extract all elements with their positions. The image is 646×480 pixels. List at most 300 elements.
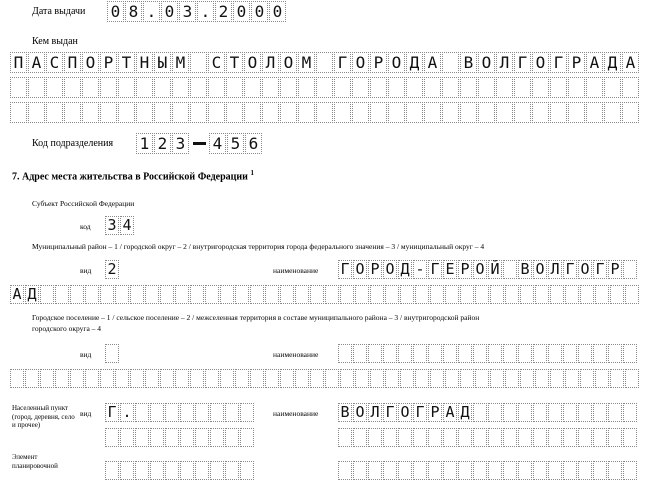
- comb-cell: Г: [550, 52, 567, 73]
- section-7-title: Адрес места жительства в Российской Федерации: [22, 171, 248, 183]
- comb-cell: Д: [458, 403, 472, 422]
- comb-cell: [623, 461, 637, 480]
- comb-cell: [82, 77, 99, 98]
- subject-label: Субъект Российской Федерации: [32, 199, 135, 208]
- comb-cell: 5: [227, 133, 244, 154]
- comb-cell: [64, 77, 81, 98]
- comb-cell: [165, 428, 179, 447]
- comb-cell: [578, 428, 592, 447]
- municipal-district-type-label: вид: [80, 266, 92, 275]
- comb-cell: 3: [172, 133, 189, 154]
- municipal-district-name-label: наименование: [273, 266, 319, 275]
- comb-cell: [548, 461, 562, 480]
- comb-cell: [565, 285, 579, 304]
- comb-cell: [595, 285, 609, 304]
- comb-cell: [563, 428, 577, 447]
- date-separator: .: [197, 1, 214, 22]
- comb-cell: [550, 102, 567, 123]
- comb-cell: [488, 461, 502, 480]
- comb-cell: [458, 428, 472, 447]
- comb-cell: [475, 369, 489, 388]
- issue-month-field[interactable]: [161, 1, 197, 22]
- comb-cell: -: [413, 260, 427, 279]
- comb-cell: [240, 428, 254, 447]
- division-code-dash: [190, 133, 208, 154]
- comb-cell: В: [518, 260, 532, 279]
- comb-cell: [593, 461, 607, 480]
- comb-cell: [130, 285, 144, 304]
- comb-cell: [518, 428, 532, 447]
- comb-cell: 2: [215, 1, 232, 22]
- locality-type-field-row-2[interactable]: [105, 428, 255, 447]
- comb-cell: [135, 428, 149, 447]
- comb-cell: [488, 344, 502, 363]
- comb-cell: [548, 403, 562, 422]
- comb-cell: [280, 369, 294, 388]
- comb-cell: [175, 285, 189, 304]
- comb-cell: 2: [105, 260, 119, 279]
- comb-cell: [338, 461, 352, 480]
- comb-cell: [295, 285, 309, 304]
- comb-cell: [340, 369, 354, 388]
- comb-cell: [210, 461, 224, 480]
- comb-cell: [208, 77, 225, 98]
- comb-cell: [424, 102, 441, 123]
- comb-cell: [503, 461, 517, 480]
- comb-cell: О: [533, 260, 547, 279]
- comb-cell: О: [353, 403, 367, 422]
- comb-cell: [190, 285, 204, 304]
- comb-cell: [190, 369, 204, 388]
- comb-cell: 4: [209, 133, 226, 154]
- comb-cell: [443, 428, 457, 447]
- element-label: Элемент планировочной: [12, 453, 58, 470]
- comb-cell: 1: [136, 133, 153, 154]
- comb-cell: [535, 285, 549, 304]
- comb-cell: [28, 77, 45, 98]
- comb-cell: [150, 428, 164, 447]
- comb-cell: [352, 77, 369, 98]
- comb-cell: [535, 369, 549, 388]
- settlement-name-row-1[interactable]: [338, 344, 638, 363]
- comb-cell: Г: [593, 260, 607, 279]
- comb-cell: [265, 369, 279, 388]
- comb-cell: 0: [269, 1, 286, 22]
- comb-cell: Г: [338, 260, 352, 279]
- comb-cell: [443, 344, 457, 363]
- comb-cell: [145, 285, 159, 304]
- comb-cell: [586, 77, 603, 98]
- comb-cell: [578, 403, 592, 422]
- comb-cell: [413, 344, 427, 363]
- comb-cell: [383, 461, 397, 480]
- comb-cell: [503, 403, 517, 422]
- comb-cell: [520, 369, 534, 388]
- comb-cell: Р: [608, 260, 622, 279]
- comb-cell: [40, 285, 54, 304]
- comb-cell: [25, 369, 39, 388]
- comb-cell: [413, 428, 427, 447]
- settlement-name-label: наименование: [273, 350, 319, 359]
- comb-cell: [120, 428, 134, 447]
- comb-cell: [136, 102, 153, 123]
- comb-cell: [623, 260, 637, 279]
- comb-cell: Н: [136, 52, 153, 73]
- issued-by-label: Кем выдан: [32, 36, 78, 47]
- comb-cell: [533, 428, 547, 447]
- comb-cell: [280, 77, 297, 98]
- section-7-heading: [12, 169, 254, 182]
- comb-cell: О: [398, 403, 412, 422]
- comb-cell: [518, 344, 532, 363]
- issued-by-row-2[interactable]: [10, 77, 640, 98]
- comb-cell: [608, 428, 622, 447]
- comb-cell: Е: [443, 260, 457, 279]
- municipal-district-name-row-1[interactable]: [338, 260, 638, 279]
- comb-cell: [225, 461, 239, 480]
- comb-cell: М: [298, 52, 315, 73]
- element-name-field[interactable]: [338, 461, 638, 480]
- comb-cell: [563, 461, 577, 480]
- comb-cell: [298, 102, 315, 123]
- comb-cell: [310, 369, 324, 388]
- comb-cell: [593, 403, 607, 422]
- locality-name-label: наименование: [273, 409, 319, 418]
- comb-cell: [430, 369, 444, 388]
- comb-cell: [280, 285, 294, 304]
- comb-cell: [625, 369, 639, 388]
- comb-cell: Т: [118, 52, 135, 73]
- comb-cell: [154, 102, 171, 123]
- section-7-number: 7.: [12, 171, 20, 183]
- comb-cell: [398, 428, 412, 447]
- comb-cell: О: [532, 52, 549, 73]
- comb-cell: [85, 285, 99, 304]
- comb-cell: [355, 369, 369, 388]
- comb-cell: [385, 285, 399, 304]
- comb-cell: [180, 428, 194, 447]
- locality-name-row-2[interactable]: [338, 428, 638, 447]
- municipal-district-type-field[interactable]: [105, 260, 120, 279]
- comb-cell: [623, 428, 637, 447]
- comb-cell: [578, 344, 592, 363]
- municipal-district-legend: Муниципальный район – 1 / городской округ – 2 / внутригородская территория города федерального значения – 3 / муниципальный округ – 4: [32, 242, 485, 251]
- comb-cell: [316, 102, 333, 123]
- comb-cell: [172, 102, 189, 123]
- comb-cell: Г: [428, 260, 442, 279]
- comb-cell: [370, 369, 384, 388]
- comb-cell: [388, 102, 405, 123]
- comb-cell: [195, 403, 209, 422]
- comb-cell: [353, 428, 367, 447]
- comb-cell: [428, 461, 442, 480]
- comb-cell: [150, 403, 164, 422]
- comb-cell: [165, 403, 179, 422]
- comb-cell: [533, 344, 547, 363]
- comb-cell: [244, 77, 261, 98]
- comb-cell: [368, 428, 382, 447]
- comb-cell: [473, 344, 487, 363]
- comb-cell: [610, 369, 624, 388]
- settlement-type-field[interactable]: [105, 344, 120, 363]
- comb-cell: Л: [548, 260, 562, 279]
- comb-cell: [316, 77, 333, 98]
- comb-cell: [550, 285, 564, 304]
- comb-cell: А: [443, 403, 457, 422]
- comb-cell: [368, 461, 382, 480]
- comb-cell: [478, 102, 495, 123]
- comb-cell: [443, 461, 457, 480]
- comb-cell: [226, 102, 243, 123]
- comb-cell: 2: [154, 133, 171, 154]
- comb-cell: [532, 102, 549, 123]
- comb-cell: [160, 285, 174, 304]
- settlement-legend-line1: Городское поселение – 1 / сельское поселение – 2 / межселенная территория в составе муниципального района – 3 / внутригородской район: [32, 313, 480, 322]
- comb-cell: [496, 77, 513, 98]
- comb-cell: [265, 285, 279, 304]
- comb-cell: 4: [120, 216, 134, 235]
- comb-cell: Р: [100, 52, 117, 73]
- comb-cell: [413, 461, 427, 480]
- comb-cell: [250, 369, 264, 388]
- comb-cell: [608, 344, 622, 363]
- comb-cell: [165, 461, 179, 480]
- locality-label: Населенный пункт (город, деревня, село и прочее): [12, 404, 75, 430]
- division-code-part2[interactable]: [209, 133, 263, 154]
- comb-cell: [460, 77, 477, 98]
- comb-cell: С: [208, 52, 225, 73]
- comb-cell: [475, 285, 489, 304]
- comb-cell: [10, 77, 27, 98]
- comb-cell: [473, 461, 487, 480]
- comb-cell: 0: [233, 1, 250, 22]
- comb-cell: 6: [245, 133, 262, 154]
- comb-cell: [334, 77, 351, 98]
- comb-cell: А: [10, 285, 24, 304]
- comb-cell: О: [280, 52, 297, 73]
- comb-cell: О: [388, 52, 405, 73]
- comb-cell: [210, 428, 224, 447]
- comb-cell: [518, 461, 532, 480]
- date-separator: .: [143, 1, 160, 22]
- comb-cell: [120, 461, 134, 480]
- comb-cell: [563, 403, 577, 422]
- comb-cell: [548, 428, 562, 447]
- issued-by-row-3[interactable]: [10, 102, 640, 123]
- division-code-part1[interactable]: [136, 133, 190, 154]
- comb-cell: [424, 77, 441, 98]
- comb-cell: О: [473, 260, 487, 279]
- comb-cell: [280, 102, 297, 123]
- comb-cell: В: [338, 403, 352, 422]
- subject-code-label: код: [80, 222, 91, 231]
- comb-cell: [210, 403, 224, 422]
- comb-cell: Й: [488, 260, 502, 279]
- comb-cell: [406, 77, 423, 98]
- comb-cell: [195, 428, 209, 447]
- issued-by-row-1[interactable]: [10, 52, 640, 73]
- comb-cell: Г: [334, 52, 351, 73]
- comb-cell: [490, 369, 504, 388]
- comb-cell: [316, 52, 333, 73]
- comb-cell: О: [578, 260, 592, 279]
- comb-cell: [370, 77, 387, 98]
- settlement-legend-line2: городского округа – 4: [32, 324, 102, 333]
- division-code-label: Код подразделения: [32, 138, 114, 149]
- comb-cell: Г: [563, 260, 577, 279]
- comb-cell: П: [10, 52, 27, 73]
- comb-cell: [353, 344, 367, 363]
- comb-cell: [488, 403, 502, 422]
- comb-cell: [458, 344, 472, 363]
- comb-cell: [398, 344, 412, 363]
- comb-cell: 3: [105, 216, 119, 235]
- section-7-footnote: 1: [250, 169, 254, 177]
- comb-cell: [10, 102, 27, 123]
- comb-cell: [442, 102, 459, 123]
- comb-cell: [225, 428, 239, 447]
- comb-cell: [385, 369, 399, 388]
- comb-cell: 0: [107, 1, 124, 22]
- comb-cell: 8: [125, 1, 142, 22]
- comb-cell: [28, 102, 45, 123]
- comb-cell: [442, 52, 459, 73]
- comb-cell: [172, 77, 189, 98]
- comb-cell: О: [352, 52, 369, 73]
- comb-cell: [334, 102, 351, 123]
- comb-cell: 3: [179, 1, 196, 22]
- comb-cell: [505, 285, 519, 304]
- comb-cell: [145, 369, 159, 388]
- comb-cell: О: [244, 52, 261, 73]
- comb-cell: [118, 77, 135, 98]
- comb-cell: [398, 461, 412, 480]
- comb-cell: [490, 285, 504, 304]
- comb-cell: [610, 285, 624, 304]
- comb-cell: [622, 102, 639, 123]
- comb-cell: [563, 344, 577, 363]
- comb-cell: А: [622, 52, 639, 73]
- comb-cell: [460, 369, 474, 388]
- comb-cell: [130, 369, 144, 388]
- comb-cell: [244, 102, 261, 123]
- municipal-district-name-row-2[interactable]: [10, 285, 640, 304]
- locality-type-label: вид: [80, 409, 92, 418]
- comb-cell: .: [120, 403, 134, 422]
- comb-cell: [85, 369, 99, 388]
- comb-cell: [46, 102, 63, 123]
- comb-cell: [105, 428, 119, 447]
- comb-cell: [40, 369, 54, 388]
- comb-cell: В: [460, 52, 477, 73]
- locality-type-field[interactable]: [105, 403, 255, 422]
- comb-cell: [550, 369, 564, 388]
- comb-cell: [593, 344, 607, 363]
- comb-cell: [250, 285, 264, 304]
- comb-cell: [565, 369, 579, 388]
- comb-cell: Д: [604, 52, 621, 73]
- comb-cell: [338, 344, 352, 363]
- comb-cell: [383, 428, 397, 447]
- comb-cell: [442, 77, 459, 98]
- comb-cell: [135, 461, 149, 480]
- comb-cell: [135, 403, 149, 422]
- comb-cell: М: [172, 52, 189, 73]
- comb-cell: [550, 77, 567, 98]
- comb-cell: [488, 428, 502, 447]
- comb-cell: [154, 77, 171, 98]
- comb-cell: [460, 285, 474, 304]
- comb-cell: [262, 77, 279, 98]
- comb-cell: [160, 369, 174, 388]
- issue-day-field[interactable]: [107, 1, 143, 22]
- comb-cell: 0: [161, 1, 178, 22]
- comb-cell: [100, 77, 117, 98]
- comb-cell: [406, 102, 423, 123]
- comb-cell: [460, 102, 477, 123]
- comb-cell: [180, 403, 194, 422]
- comb-cell: [105, 461, 119, 480]
- comb-cell: [445, 369, 459, 388]
- comb-cell: [225, 403, 239, 422]
- comb-cell: [503, 344, 517, 363]
- comb-cell: П: [64, 52, 81, 73]
- comb-cell: [70, 285, 84, 304]
- comb-cell: [625, 285, 639, 304]
- comb-cell: [180, 461, 194, 480]
- comb-cell: [520, 285, 534, 304]
- comb-cell: [623, 344, 637, 363]
- comb-cell: [338, 428, 352, 447]
- comb-cell: Т: [226, 52, 243, 73]
- comb-cell: [325, 285, 339, 304]
- comb-cell: [150, 461, 164, 480]
- locality-name-row-1[interactable]: [338, 403, 638, 422]
- comb-cell: [608, 403, 622, 422]
- comb-cell: [220, 285, 234, 304]
- comb-cell: [240, 403, 254, 422]
- comb-cell: [428, 344, 442, 363]
- comb-cell: [458, 461, 472, 480]
- comb-cell: [496, 102, 513, 123]
- comb-cell: [136, 77, 153, 98]
- comb-cell: Л: [496, 52, 513, 73]
- comb-cell: Р: [370, 52, 387, 73]
- comb-cell: [10, 369, 24, 388]
- subject-code-field[interactable]: [105, 216, 135, 235]
- comb-cell: О: [383, 260, 397, 279]
- comb-cell: [586, 102, 603, 123]
- issue-year-field[interactable]: [215, 1, 287, 22]
- comb-cell: [532, 77, 549, 98]
- comb-cell: [370, 285, 384, 304]
- element-type-field[interactable]: [105, 461, 255, 480]
- comb-cell: [55, 285, 69, 304]
- comb-cell: [208, 102, 225, 123]
- comb-cell: [64, 102, 81, 123]
- comb-cell: [240, 461, 254, 480]
- comb-cell: [175, 369, 189, 388]
- comb-cell: [46, 77, 63, 98]
- comb-cell: [325, 369, 339, 388]
- comb-cell: [580, 285, 594, 304]
- comb-cell: [235, 285, 249, 304]
- settlement-name-row-2[interactable]: [10, 369, 640, 388]
- comb-cell: [383, 344, 397, 363]
- comb-cell: [580, 369, 594, 388]
- comb-cell: [262, 102, 279, 123]
- comb-cell: [568, 77, 585, 98]
